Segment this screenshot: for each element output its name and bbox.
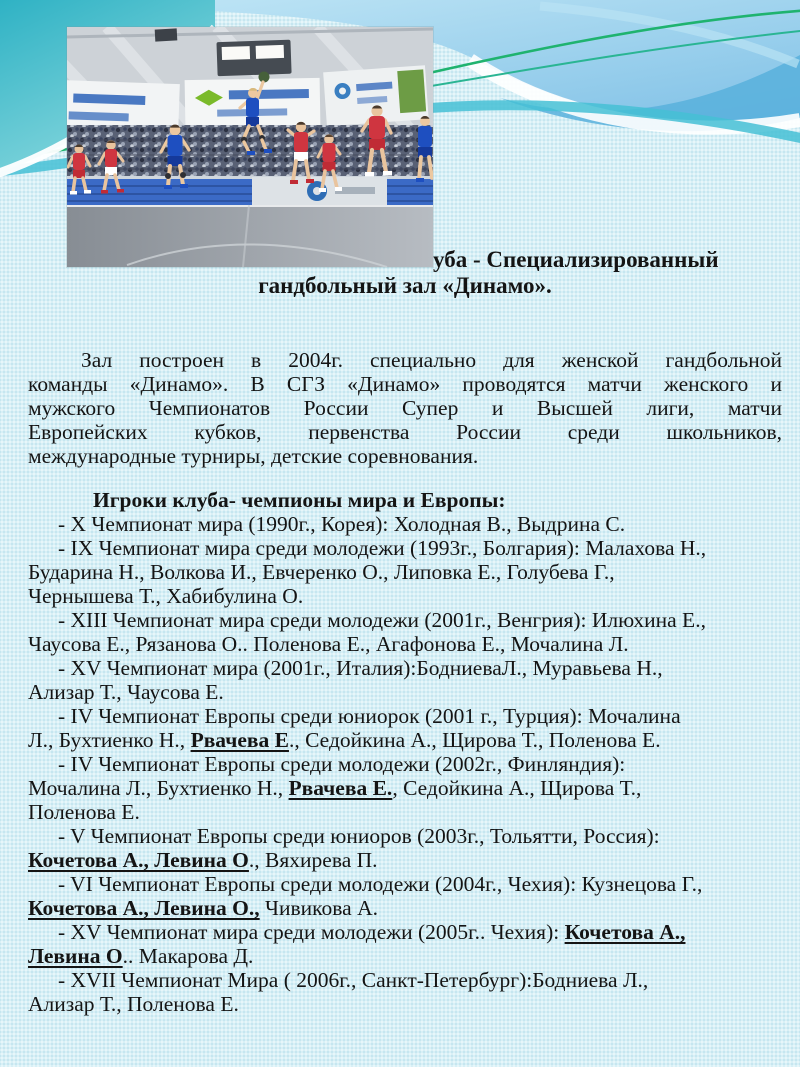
intro-line: команды «Динамо». В СГЗ «Динамо» проводятся матчи женского и <box>28 372 782 396</box>
text-run: - IX Чемпионат мира среди молодежи (1993г., Болгария): Малахова Н., <box>58 536 707 560</box>
slide-title-line2: гандбольный зал «Динамо». <box>258 273 552 298</box>
text-run: ., Вяхирева П. <box>248 848 378 872</box>
list-item-line <box>28 656 782 680</box>
list-item-line <box>28 512 782 536</box>
list-item-line <box>28 728 782 752</box>
list-item-line <box>28 944 782 968</box>
text-run: - IV Чемпионат Европы среди молодежи (2002г., Финляндия): <box>58 752 626 776</box>
champions-list-item <box>28 656 782 704</box>
text-run: - XIII Чемпионат мира среди молодежи (2001г., Венгрия): Илюхина Е., <box>58 608 706 632</box>
highlighted-player-name: Рвачева Е. <box>288 776 393 800</box>
intro-line: международные турниры, детские соревнования. <box>28 444 479 468</box>
text-run: - XVII Чемпионат Мира ( 2006г., Санкт-Петербург):Бодниева Л., <box>58 968 649 992</box>
list-item-line <box>28 776 782 800</box>
champions-list-item <box>28 968 782 1016</box>
list-item-line <box>28 560 782 584</box>
champions-list <box>28 512 782 1016</box>
list-item-line <box>28 584 782 608</box>
text-run: Чивикова А. <box>259 896 378 920</box>
text-run: Л., Бухтиенко Н., <box>28 728 191 752</box>
text-run: .. Макарова Д. <box>122 944 254 968</box>
intro-line: мужского Чемпионатов России Супер и Высшей лиги, матчи <box>28 396 782 420</box>
text-run: - X Чемпионат мира (1990г., Корея): Холодная В., Выдрина С. <box>58 512 626 536</box>
champions-list-item <box>28 512 782 536</box>
list-item-line <box>28 536 782 560</box>
text-run: Ализар Т., Поленова Е. <box>28 992 239 1016</box>
arena-court <box>67 205 433 267</box>
champions-list-item <box>28 536 782 608</box>
highlighted-player-name: Кочетова А., <box>564 920 686 944</box>
slide-title-line1: уба - Специализированный <box>433 247 719 272</box>
text-run: - VI Чемпионат Европы среди молодежи (2004г., Чехия): Кузнецова Г., <box>58 872 703 896</box>
list-item-line <box>28 824 782 848</box>
list-item-line <box>28 872 782 896</box>
list-item-line <box>28 920 782 944</box>
text-run: Ализар Т., Чаусова Е. <box>28 680 224 704</box>
text-run: - XV Чемпионат мира (2001г., Италия):БодниеваЛ., Муравьева Н., <box>58 656 663 680</box>
champions-list-item <box>28 752 782 824</box>
text-run: Бударина Н., Волкова И., Евчеренко О., Липовка Е., Голубева Г., <box>28 560 615 584</box>
list-item-line <box>28 800 782 824</box>
text-run: ., Седойкина А., Щирова Т., Поленова Е. <box>288 728 661 752</box>
text-run: Поленова Е. <box>28 800 140 824</box>
intro-paragraph <box>28 348 782 468</box>
slide-body <box>28 348 782 1016</box>
list-item-line <box>28 752 782 776</box>
highlighted-player-name: Кочетова А., Левина О., <box>28 896 260 920</box>
text-run: , Седойкина А., Щирова Т., <box>392 776 642 800</box>
champions-list-item <box>28 824 782 872</box>
text-run: Чернышева Т., Хабибулина О. <box>28 584 304 608</box>
list-item-line <box>28 704 782 728</box>
highlighted-player-name: Кочетова А., Левина О <box>28 848 249 872</box>
champions-list-item <box>28 608 782 656</box>
intro-line: Европейских кубков, первенства России среди школьников, <box>28 420 782 444</box>
list-item-line <box>28 608 782 632</box>
list-item-line <box>28 848 782 872</box>
text-run: Мочалина Л., Бухтиенко Н., <box>28 776 289 800</box>
list-item-line <box>28 680 782 704</box>
text-run: - IV Чемпионат Европы среди юниорок (2001 г., Турция): Мочалина <box>58 704 681 728</box>
list-item-line <box>28 896 782 920</box>
champions-heading: Игроки клуба- чемпионы мира и Европы: <box>93 488 506 512</box>
highlighted-player-name: Рвачева Е <box>190 728 289 752</box>
handball-match-photo <box>67 27 433 267</box>
highlighted-player-name: Левина О <box>28 944 123 968</box>
text-run: - XV Чемпионат мира среди молодежи (2005г.. Чехия): <box>58 920 565 944</box>
champions-list-item <box>28 920 782 968</box>
text-run: Чаусова Е., Рязанова О.. Поленова Е., Агафонова Е., Мочалина Л. <box>28 632 629 656</box>
text-run: - V Чемпионат Европы среди юниоров (2003г., Тольятти, Россия): <box>58 824 660 848</box>
intro-line: Зал построен в 2004г. специально для женской гандбольной <box>81 348 782 372</box>
champions-list-item <box>28 872 782 920</box>
list-item-line <box>28 992 782 1016</box>
list-item-line <box>28 968 782 992</box>
champions-list-item <box>28 704 782 752</box>
list-item-line <box>28 632 782 656</box>
